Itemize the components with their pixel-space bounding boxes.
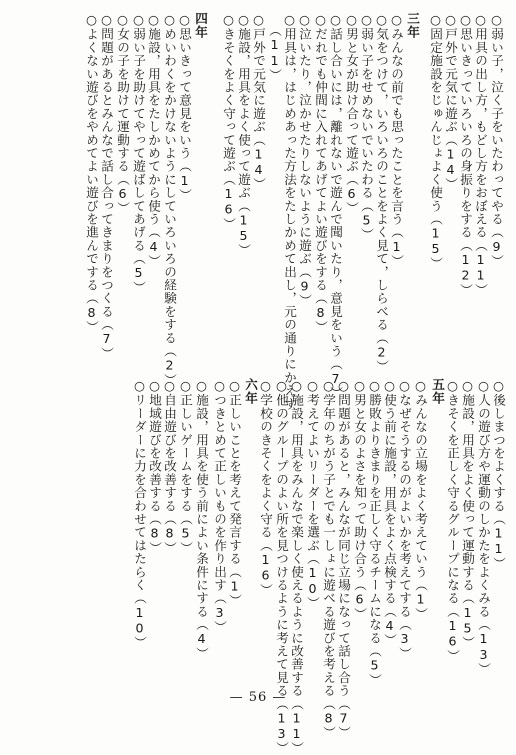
- list-item: ○人の遊び方や運動のしかたをよくみる（13）: [476, 378, 491, 676]
- list-item: ○自由遊びを改善する（8）: [162, 378, 177, 555]
- list-item: ○学校のきそくをよく守る（16）: [258, 378, 273, 597]
- list-item: ○きそくを正しく守るグループになる（16）: [445, 378, 460, 663]
- list-item: （11）: [267, 24, 282, 82]
- list-item: ○施設，用具をよく使って遊ぶ（15）: [236, 12, 251, 257]
- list-item: ○用具の出し方，もどし方をおぼえる（11）: [473, 12, 488, 297]
- grade-heading: 六年: [243, 378, 258, 405]
- list-item: ○きそくをよく守って遊ぶ（16）: [221, 12, 236, 231]
- list-item: ○戸外で元気に遊ぶ（14）: [443, 12, 458, 191]
- list-item: ○施設，用具をたしかめてから使う（4）: [146, 12, 161, 268]
- list-item: ○思いきっていろいろの身振りをする（12）: [458, 12, 473, 297]
- list-item: ○男と女のよさを知って助け合う（6）: [352, 378, 367, 621]
- list-item: ○学年のちがう子とでも一しょに遊べる遊びを考える（8）: [321, 378, 336, 740]
- list-item: ○後しまつをよくする（11）: [491, 378, 506, 570]
- list-item: ○男と女が助け合って遊ぶ（6）: [344, 12, 359, 215]
- list-item: ○施設，用具をみんなで楽しく使えるように改善する（11）: [289, 378, 304, 755]
- list-item: ○正しいことを考えて発言する（1）: [227, 378, 242, 608]
- list-item: ○つきとめて正しいものを作り出す（3）: [212, 378, 227, 634]
- list-item: ○他のグループのよい所を見つけるように考えて見る（13）: [274, 378, 289, 755]
- list-item: ○女の子を助けて運動する（6）: [115, 12, 130, 215]
- grade-heading: 三年: [405, 12, 420, 39]
- list-item: ○弱い子を助けてやって遊ばしてあげる（5）: [131, 12, 146, 294]
- list-item: ○泣いたり，泣かせたりしないように遊ぶ（9）: [297, 12, 312, 308]
- grade-heading: 四年: [193, 12, 208, 39]
- list-item: ○施設，用具をよく使って運動する（15）: [460, 378, 475, 650]
- list-item: ○よくない遊びをやめてよい遊びを進んでする（8）: [84, 12, 99, 334]
- list-item: ○使う前に施設，用具をよく点検する（4）: [382, 378, 397, 647]
- list-item: ○弱い子，泣く子をいたわってやる（9）: [489, 12, 504, 268]
- list-item: ○めいわくをかけないようにしていろいろの経験をする（2）: [162, 12, 177, 387]
- list-item: ○用具は，はじめあった方法をたしかめて出し，元の通りにかえす: [282, 12, 297, 411]
- list-item: ○みんなの立場をよく考えていう（1）: [413, 378, 428, 621]
- page-number: — 56 —: [229, 690, 287, 705]
- list-item: ○勝敗よりきまりを正しく守るチームになる（5）: [367, 378, 382, 687]
- list-item: ○みんなの前でも思ったことを言う（1）: [389, 12, 404, 268]
- list-item: ○気をつけて，いろいろのことをよく見て，しらべる（2）: [374, 12, 389, 374]
- list-item: ○正しいゲームをする（5）: [178, 378, 193, 555]
- list-item: ○施設，用具を使う前によい条件にする（4）: [194, 378, 209, 660]
- list-item: ○なぜそうするのがよいかを考えてする（3）: [397, 378, 412, 660]
- list-item: ○話し合いには，離れないで遊んで聞いたり，意見をいう（7）: [328, 12, 343, 400]
- list-item: ○考えてよいリーダーを選ぶ（10）: [305, 378, 320, 610]
- list-item: ○弱い子をせめないでいたわる（5）: [359, 12, 374, 242]
- list-item: ○思いきって意見をいう（1）: [177, 12, 192, 202]
- list-item: ○地域遊びを改善する（8）: [147, 378, 162, 555]
- grade-heading: 五年: [430, 378, 445, 405]
- list-item: ○固定施設をじゅんじょよく使う（15）: [428, 12, 443, 270]
- list-item: ○だれでも仲間に入れてあげてよい遊びをする（8）: [313, 12, 328, 334]
- list-item: ○問題があるとみんなで話し合ってきまりをつくる（7）: [99, 12, 114, 360]
- list-item: ○リーダーに力を合わせてはたらく（10）: [132, 378, 147, 650]
- list-item: ○戸外で元気に遊ぶ（14）: [251, 12, 266, 191]
- list-item: ○問題があると，みんなが同じ立場になって話し合う（7）: [336, 378, 351, 740]
